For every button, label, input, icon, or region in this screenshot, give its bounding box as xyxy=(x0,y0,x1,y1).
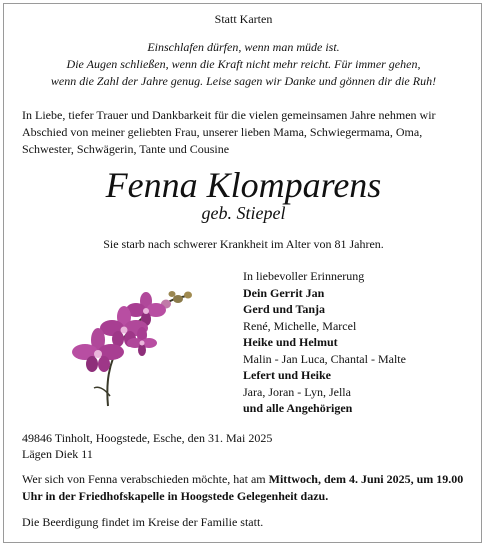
mourner-line: Jara, Joran - Lyn, Jella xyxy=(243,384,351,399)
maiden-name: geb. Stiepel xyxy=(201,203,286,223)
mourner-line: Heike und Helmut xyxy=(243,335,338,349)
intro-text: In Liebe, tiefer Trauer und Dankbarkeit für die vielen gemeinsamen Jahre nehmen wir Abschied von meiner geliebten Frau, unserer lieben Mama, Schwiegermama, Oma, Schwester, Schwägerin, Tante und Cousine xyxy=(22,108,436,156)
mourner-line: Malin - Jan Luca, Chantal - Malte xyxy=(243,351,406,366)
heading: Statt Karten xyxy=(214,12,273,26)
place-date: 49846 Tinholt, Hoogstede, Esche, den 31. Mai 2025 xyxy=(22,431,273,445)
mourners-list xyxy=(243,268,406,417)
death-note: Sie starb nach schwerer Krankheit im Alter von 81 Jahren. xyxy=(103,237,384,251)
mourner-line: Dein Gerrit Jan xyxy=(243,285,325,300)
burial-note: Die Beerdigung findet im Kreise der Familie statt. xyxy=(22,515,264,529)
farewell-notice xyxy=(22,471,470,505)
poem-line: Die Augen schließen, wenn die Kraft nicht mehr reicht. Für immer gehen, xyxy=(66,57,421,71)
mourner-line: Gerd und Tanja xyxy=(243,302,326,316)
mourner-line: Lefert und Heike xyxy=(243,368,331,382)
poem xyxy=(0,39,487,90)
mourners-intro: In liebevoller Erinnerung xyxy=(243,269,365,283)
mourner-line: und alle Angehörigen xyxy=(243,401,353,415)
address: Lägen Diek 11 xyxy=(22,447,93,461)
poem-line: Einschlafen dürfen, wenn man müde ist. xyxy=(147,40,340,54)
poem-line: wenn die Zahl der Jahre genug. Leise sagen wir Danke und gönnen dir die Ruh! xyxy=(50,74,437,88)
orchid-icon xyxy=(68,284,198,409)
farewell-lead: Wer sich von Fenna verabschieden möchte, hat am xyxy=(22,472,269,486)
orchid-buds xyxy=(161,291,192,309)
place-and-address xyxy=(22,430,272,462)
mourner-line: René, Michelle, Marcel xyxy=(243,318,357,333)
deceased-name: Fenna Klomparens xyxy=(105,165,382,205)
farewell-details: Mittwoch, dem 4. Juni 2025, um 19.00 Uhr in der Friedhofskapelle in Hoogstede Gelegenheit dazu. xyxy=(22,472,464,503)
